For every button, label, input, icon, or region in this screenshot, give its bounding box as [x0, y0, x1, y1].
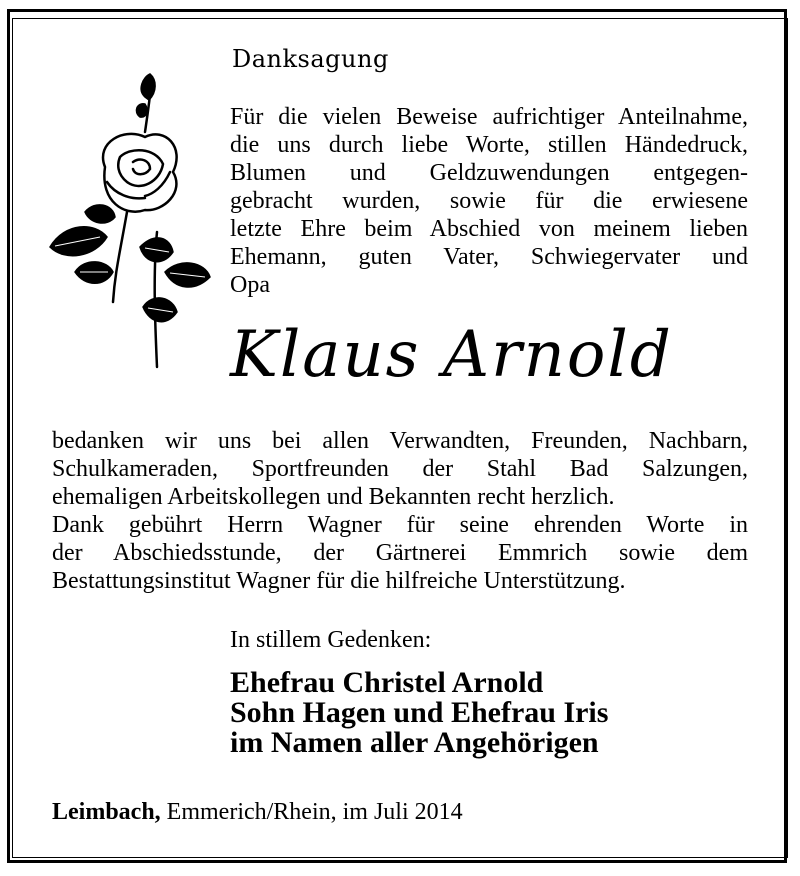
signer-line: im Namen aller Angehörigen: [230, 726, 599, 759]
signers: [230, 668, 608, 758]
body-line: Dank gebührt Herrn Wagner für seine ehrenden Worte in: [52, 512, 748, 538]
place-rest: Emmerich/Rhein, im Juli 2014: [160, 799, 463, 825]
intro-paragraph: [230, 103, 748, 299]
deceased-name: Klaus Arnold: [230, 318, 673, 392]
intro-line: Opa: [230, 272, 270, 298]
intro-line: Für die vielen Beweise aufrichtiger Anteilnahme,: [230, 104, 748, 130]
body-line: Schulkameraden, Sportfreunden der Stahl Bad Salzungen,: [52, 456, 748, 482]
body-line: ehemaligen Arbeitskollegen und Bekannten recht herzlich.: [52, 484, 615, 510]
memory-line: In stillem Gedenken:: [230, 627, 432, 653]
body-line: der Abschiedsstunde, der Gärtnerei Emmrich sowie dem: [52, 540, 748, 566]
signer-line: Sohn Hagen und Ehefrau Iris: [230, 696, 609, 729]
thanks-paragraph: [52, 427, 748, 595]
intro-line: gebracht wurden, sowie für die erwiesene: [230, 188, 748, 214]
intro-line: Blumen und Geldzuwendungen entgegen-: [230, 160, 748, 186]
body-line: Bestattungsinstitut Wagner für die hilfreiche Unterstützung.: [52, 568, 626, 594]
intro-line: Ehemann, guten Vater, Schwiegervater und: [230, 244, 748, 270]
signer-line: Ehefrau Christel Arnold: [230, 666, 544, 699]
heading: Danksagung: [232, 45, 389, 73]
place-town: Leimbach,: [52, 799, 161, 825]
place-date: [52, 799, 463, 826]
intro-line: letzte Ehre beim Abschied von meinem lieben: [230, 216, 748, 242]
rose-icon: [45, 72, 215, 372]
body-line: bedanken wir uns bei allen Verwandten, Freunden, Nachbarn,: [52, 428, 748, 454]
intro-line: die uns durch liebe Worte, stillen Händedruck,: [230, 132, 748, 158]
